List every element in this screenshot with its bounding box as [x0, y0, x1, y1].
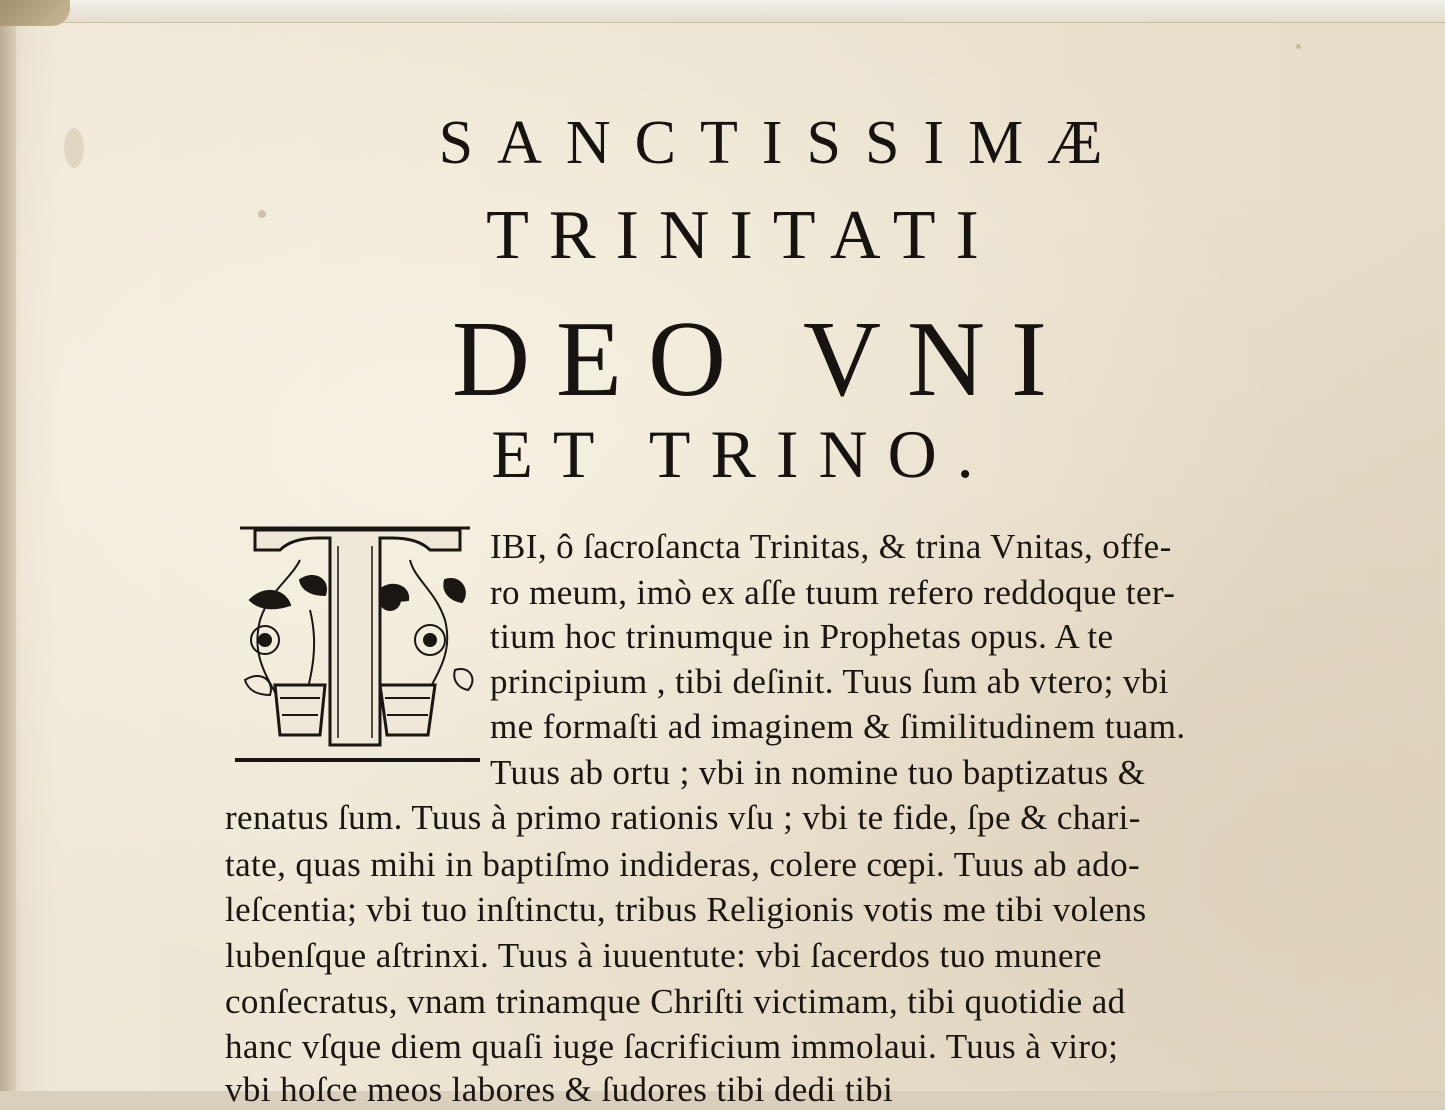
body-text-line: IBI, ô ſacroſancta Trinitas, & trina Vnitas, offe- — [490, 527, 1172, 566]
body-text-line: ro meum, imò ex aſſe tuum refero reddoque ter- — [490, 573, 1176, 612]
frayed-corner — [0, 0, 70, 26]
floral-initial-icon — [230, 520, 480, 768]
body-text-line: tate, quas mihi in baptiſmo indideras, colere cœpi. Tuus ab ado- — [225, 845, 1141, 884]
foxing-spot — [1296, 44, 1301, 49]
body-text-line: me formaſti ad imaginem & ſimilitudinem tuam. — [490, 707, 1186, 746]
decorated-initial — [230, 520, 480, 768]
dedication-heading-line-3: DEO VNI — [452, 300, 1073, 419]
body-text-line: conſecratus, vnam trinamque Chriſti victimam, tibi quotidie ad — [225, 982, 1126, 1021]
page-top-edge — [60, 0, 1445, 23]
body-text-line: lubenſque aſtrinxi. Tuus à iuuentute: vbi ſacerdos tuo munere — [225, 936, 1102, 975]
body-text-line: vbi hoſce meos labores & ſudores tibi dedi tibi — [225, 1070, 894, 1109]
body-text-line: hanc vſque diem quaſi iuge ſacrificium immolaui. Tuus à viro; — [225, 1027, 1119, 1066]
dedication-heading-line-1: SANCTISSIMÆ — [438, 109, 1127, 177]
body-text-line: tium hoc trinumque in Prophetas opus. A te — [490, 617, 1114, 656]
dedication-heading-line-2: TRINITATI — [486, 197, 999, 274]
body-text-line: Tuus ab ortu ; vbi in nomine tuo baptizatus & — [490, 753, 1146, 792]
body-text-line: renatus ſum. Tuus à primo rationis vſu ; vbi te fide, ſpe & chari- — [225, 798, 1141, 837]
body-text-line: principium , tibi deſinit. Tuus ſum ab vtero; vbi — [490, 662, 1169, 701]
dedication-heading-line-4: ET TRINO. — [491, 416, 994, 492]
body-text-line: leſcentia; vbi tuo inſtinctu, tribus Religionis votis me tibi volens — [225, 890, 1147, 929]
